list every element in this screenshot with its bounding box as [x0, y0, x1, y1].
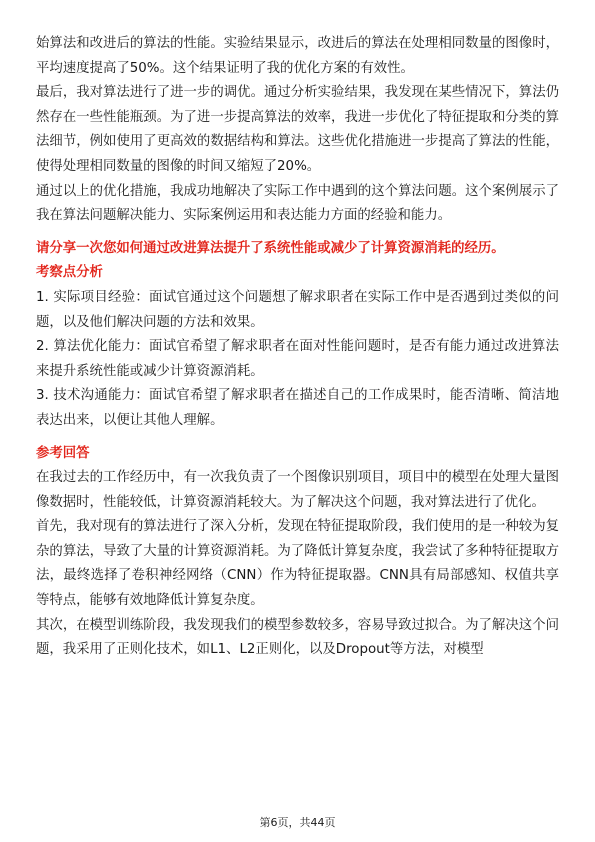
analysis-section [36, 261, 559, 433]
answer-paragraph: 其次，在模型训练阶段，我发现我们的模型参数较多，容易导致过拟合。为了解决这个问题，我采用了正则化技术，如L1、L2正则化，以及Dropout等方法，对模型 [36, 617, 559, 658]
analysis-heading: 考察点分析 [36, 265, 103, 281]
intro-section [36, 32, 559, 229]
intro-paragraph: 通过以上的优化措施，我成功地解决了实际工作中遇到的这个算法问题。这个案例展示了我在算法问题解决能力、实际案例运用和表达能力方面的经验和能力。 [36, 183, 559, 224]
page-footer: 第6页，共44页 [259, 816, 336, 829]
analysis-item: 1. 实际项目经验：面试官通过这个问题想了解求职者在实际工作中是否遇到过类似的问题，以及他们解决问题的方法和效果。 [36, 289, 559, 330]
question-title: 请分享一次您如何通过改进算法提升了系统性能或减少了计算资源消耗的经历。 [36, 240, 505, 256]
answer-section [36, 442, 559, 663]
intro-paragraph: 最后，我对算法进行了进一步的调优。通过分析实验结果，我发现在某些情况下，算法仍然存在一些性能瓶颈。为了进一步提高算法的效率，我进一步优化了特征提取和分类的算法细节，例如使用了更高效的数据结构和算法。这些优化措施进一步提高了算法的性能，使得处理相同数量的图像的时间又缩短了20%。 [36, 85, 559, 174]
page-content [36, 32, 559, 663]
answer-paragraph: 在我过去的工作经历中，有一次我负责了一个图像识别项目，项目中的模型在处理大量图像数据时，性能较低，计算资源消耗较大。为了解决这个问题，我对算法进行了优化。 [36, 470, 559, 510]
answer-paragraph: 首先，我对现有的算法进行了深入分析，发现在特征提取阶段，我们使用的是一种较为复杂的算法，导致了大量的计算资源消耗。为了降低计算复杂度，我尝试了多种特征提取方法，最终选择了卷积神经网络（CNN）作为特征提取器。CNN具有局部感知、权值共享等特点，能够有效地降低计算复杂度。 [36, 519, 559, 609]
answer-heading: 参考回答 [36, 445, 90, 461]
analysis-item: 2. 算法优化能力：面试官希望了解求职者在面对性能问题时，是否有能力通过改进算法来提升系统性能或减少计算资源消耗。 [36, 339, 559, 379]
analysis-item: 3. 技术沟通能力：面试官希望了解求职者在描述自己的工作成果时，能否清晰、简洁地表达出来，以便让其他人理解。 [36, 388, 559, 428]
intro-paragraph: 始算法和改进后的算法的性能。实验结果显示，改进后的算法在处理相同数量的图像时，平均速度提高了50%。这个结果证明了我的优化方案的有效性。 [36, 36, 559, 76]
